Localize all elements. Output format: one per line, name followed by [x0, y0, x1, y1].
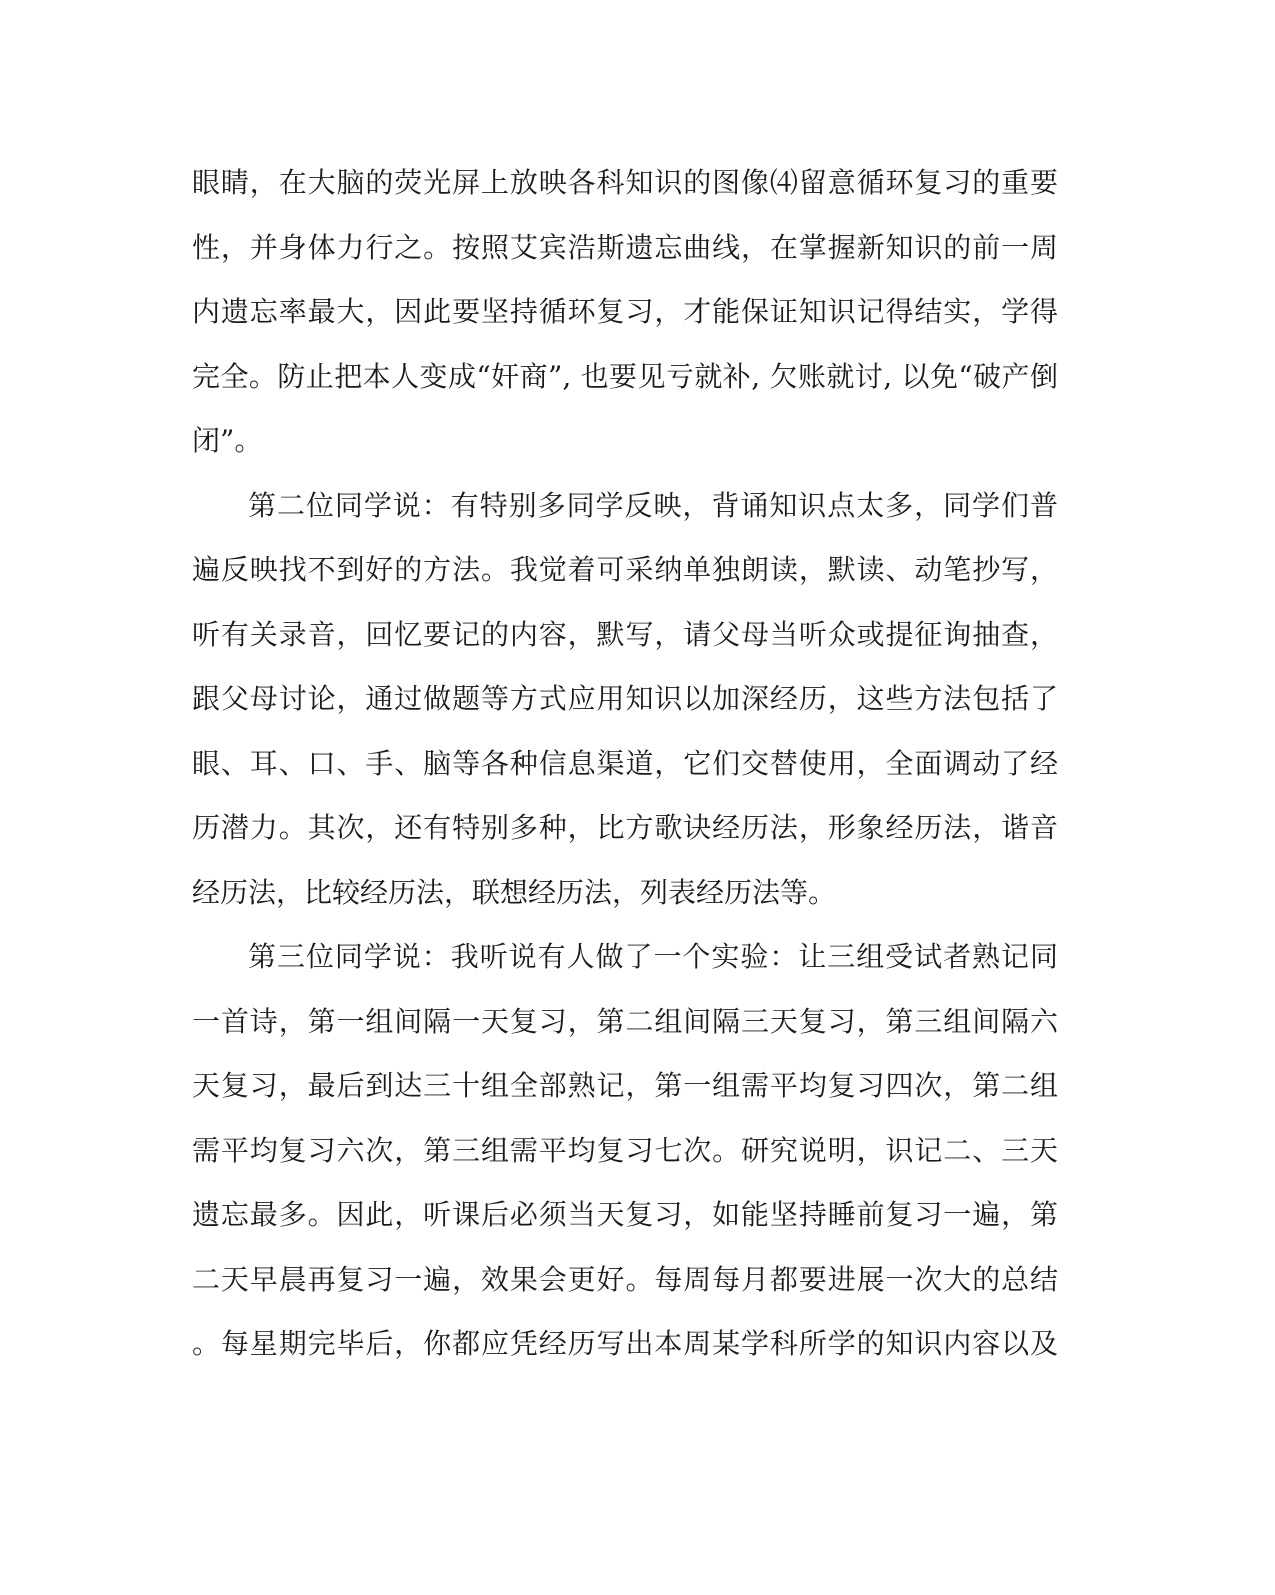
- text-line: 历潜力。其次，还有特别多种，比方歌诀经历法，形象经历法，谐音: [192, 811, 1058, 844]
- text-line: 遗忘最多。因此，听课后必须当天复习，如能坚持睡前复习一遍，第: [192, 1198, 1058, 1231]
- text-line: 内遗忘率最大，因此要坚持循环复习，才能保证知识记得结实，学得: [192, 295, 1058, 328]
- text-line: 第二位同学说：有特别多同学反映，背诵知识点太多，同学们普: [248, 488, 1058, 522]
- text-line: 一首诗，第一组间隔一天复习，第二组间隔三天复习，第三组间隔六: [192, 1004, 1058, 1038]
- document-body: [192, 151, 1058, 1377]
- text-line: 眼睛，在大脑的荧光屏上放映各科知识的图像⑷留意循环复习的重要: [192, 166, 1058, 199]
- text-line: 跟父母讨论，通过做题等方式应用知识以加深经历，这些方法包括了: [192, 682, 1058, 715]
- text-line: 第三位同学说：我听说有人做了一个实验：让三组受试者熟记同: [248, 940, 1058, 973]
- text-line: 完全。防止把本人变成“奸商”, 也要见亏就补, 欠账就讨, 以免“破产倒: [192, 359, 1058, 393]
- text-line: 经历法，比较经历法，联想经历法，列表经历法等。: [192, 875, 837, 909]
- text-line: 眼、耳、口、手、脑等各种信息渠道，它们交替使用，全面调动了经: [192, 746, 1058, 780]
- text-line: 。每星期完毕后，你都应凭经历写出本周某学科所学的知识内容以及: [192, 1327, 1058, 1360]
- paragraph-3: [192, 925, 1058, 1377]
- text-line: 需平均复习六次，第三组需平均复习七次。研究说明，识记二、三天: [192, 1133, 1058, 1167]
- paragraph-2: [192, 474, 1058, 926]
- text-line: 遍反映找不到好的方法。我觉着可采纳单独朗读，默读、动笔抄写，: [192, 553, 1058, 586]
- text-line: 听有关录音，回忆要记的内容，默写，请父母当听众或提征询抽查，: [192, 617, 1058, 651]
- text-line: 性，并身体力行之。按照艾宾浩斯遗忘曲线，在掌握新知识的前一周: [192, 230, 1058, 264]
- text-line: 闭”。: [192, 424, 263, 457]
- text-line: 二天早晨再复习一遍，效果会更好。每周每月都要进展一次大的总结: [192, 1262, 1058, 1296]
- paragraph-1: [192, 151, 1058, 474]
- text-line: 天复习，最后到达三十组全部熟记，第一组需平均复习四次，第二组: [192, 1069, 1058, 1102]
